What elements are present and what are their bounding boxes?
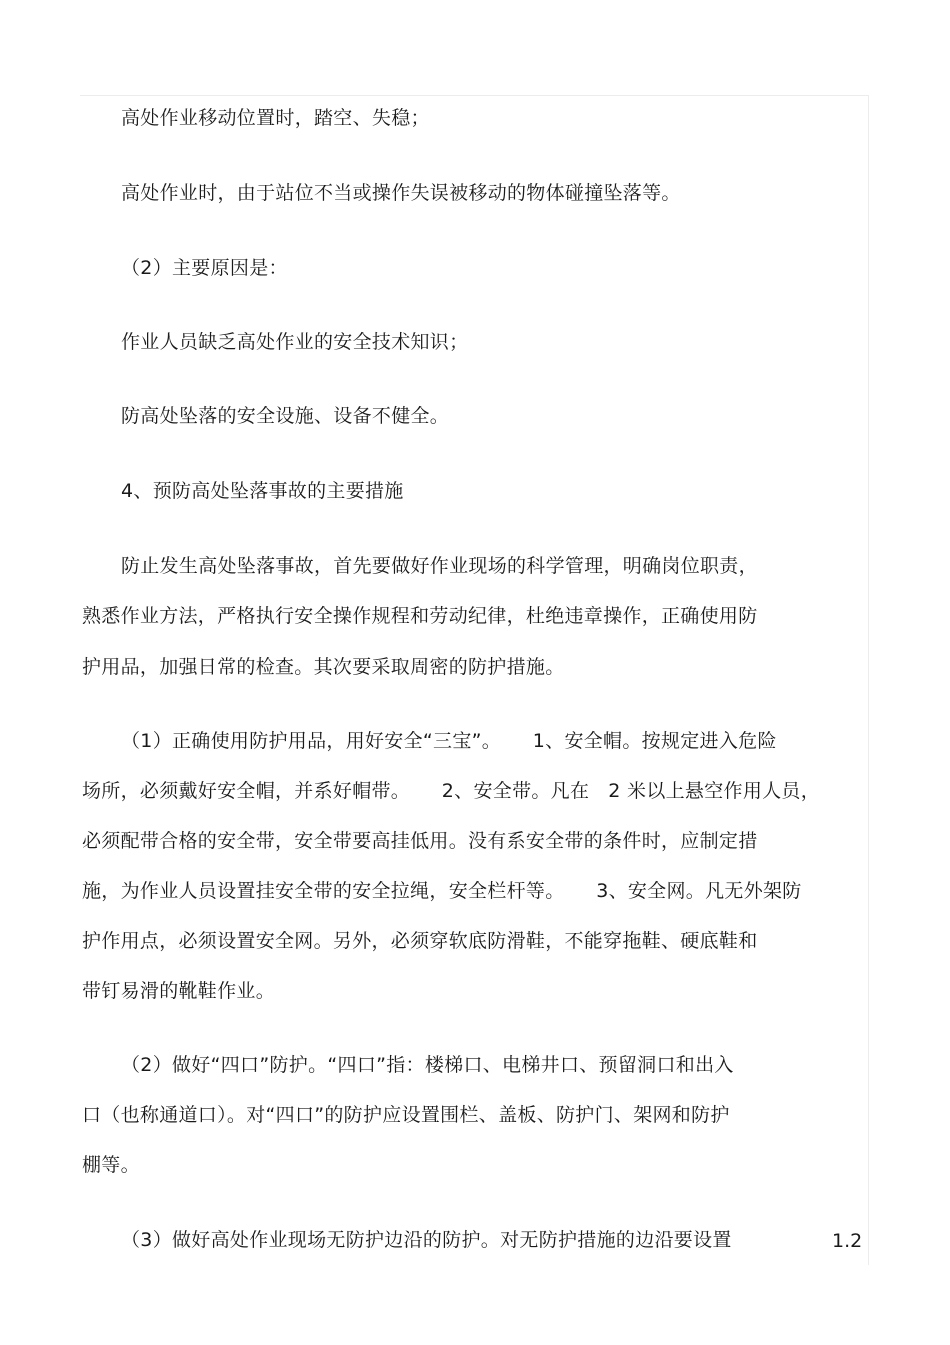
paragraph-line: 作业人员缺乏高处作业的安全技术知识； (121, 331, 469, 353)
paragraph-line: （1）正确使用防护用品，用好安全“三宝”。 1、安全帽。按规定进入危险 (121, 730, 777, 752)
paragraph-line: 带钉易滑的靴鞋作业。 (82, 980, 276, 1002)
paragraph-line: 必须配带合格的安全带，安全带要高挂低用。没有系安全带的条件时，应制定措 (82, 830, 758, 852)
page-number: 1.2 (832, 1230, 863, 1252)
paragraph-line: （3）做好高处作业现场无防护边沿的防护。对无防护措施的边沿要设置 (121, 1229, 732, 1251)
paragraph-line: 棚等。 (82, 1154, 140, 1176)
paragraph-line: 口（也称通道口）。对“四口”的防护应设置围栏、盖板、防护门、架网和防护 (82, 1104, 730, 1126)
paragraph-line: 高处作业时，由于站位不当或操作失误被移动的物体碰撞坠落等。 (121, 182, 681, 204)
paragraph-line: 护用品，加强日常的检查。其次要采取周密的防护措施。 (82, 656, 565, 678)
section-heading: 4、预防高处坠落事故的主要措施 (121, 480, 404, 502)
paragraph-line: 高处作业移动位置时，踏空、失稳； (121, 107, 430, 129)
paragraph-line: 施，为作业人员设置挂安全带的安全拉绳，安全栏杆等。 3、安全网。凡无外架防 (82, 880, 802, 902)
paragraph-line: 防止发生高处坠落事故，首先要做好作业现场的科学管理，明确岗位职责， (121, 555, 758, 577)
paragraph-line: 护作用点，必须设置安全网。另外，必须穿软底防滑鞋，不能穿拖鞋、硬底鞋和 (82, 930, 758, 952)
paragraph-line: （2）做好“四口”防护。“四口”指：楼梯口、电梯井口、预留洞口和出入 (121, 1054, 734, 1076)
paragraph-line: 场所，必须戴好安全帽，并系好帽带。 2、安全带。凡在 2 米以上悬空作用人员， (82, 780, 821, 802)
paragraph-line: 防高处坠落的安全设施、设备不健全。 (121, 405, 450, 427)
section-heading: （2）主要原因是： (121, 257, 288, 279)
paragraph-line: 熟悉作业方法，严格执行安全操作规程和劳动纪律，杜绝违章操作，正确使用防 (82, 605, 758, 627)
